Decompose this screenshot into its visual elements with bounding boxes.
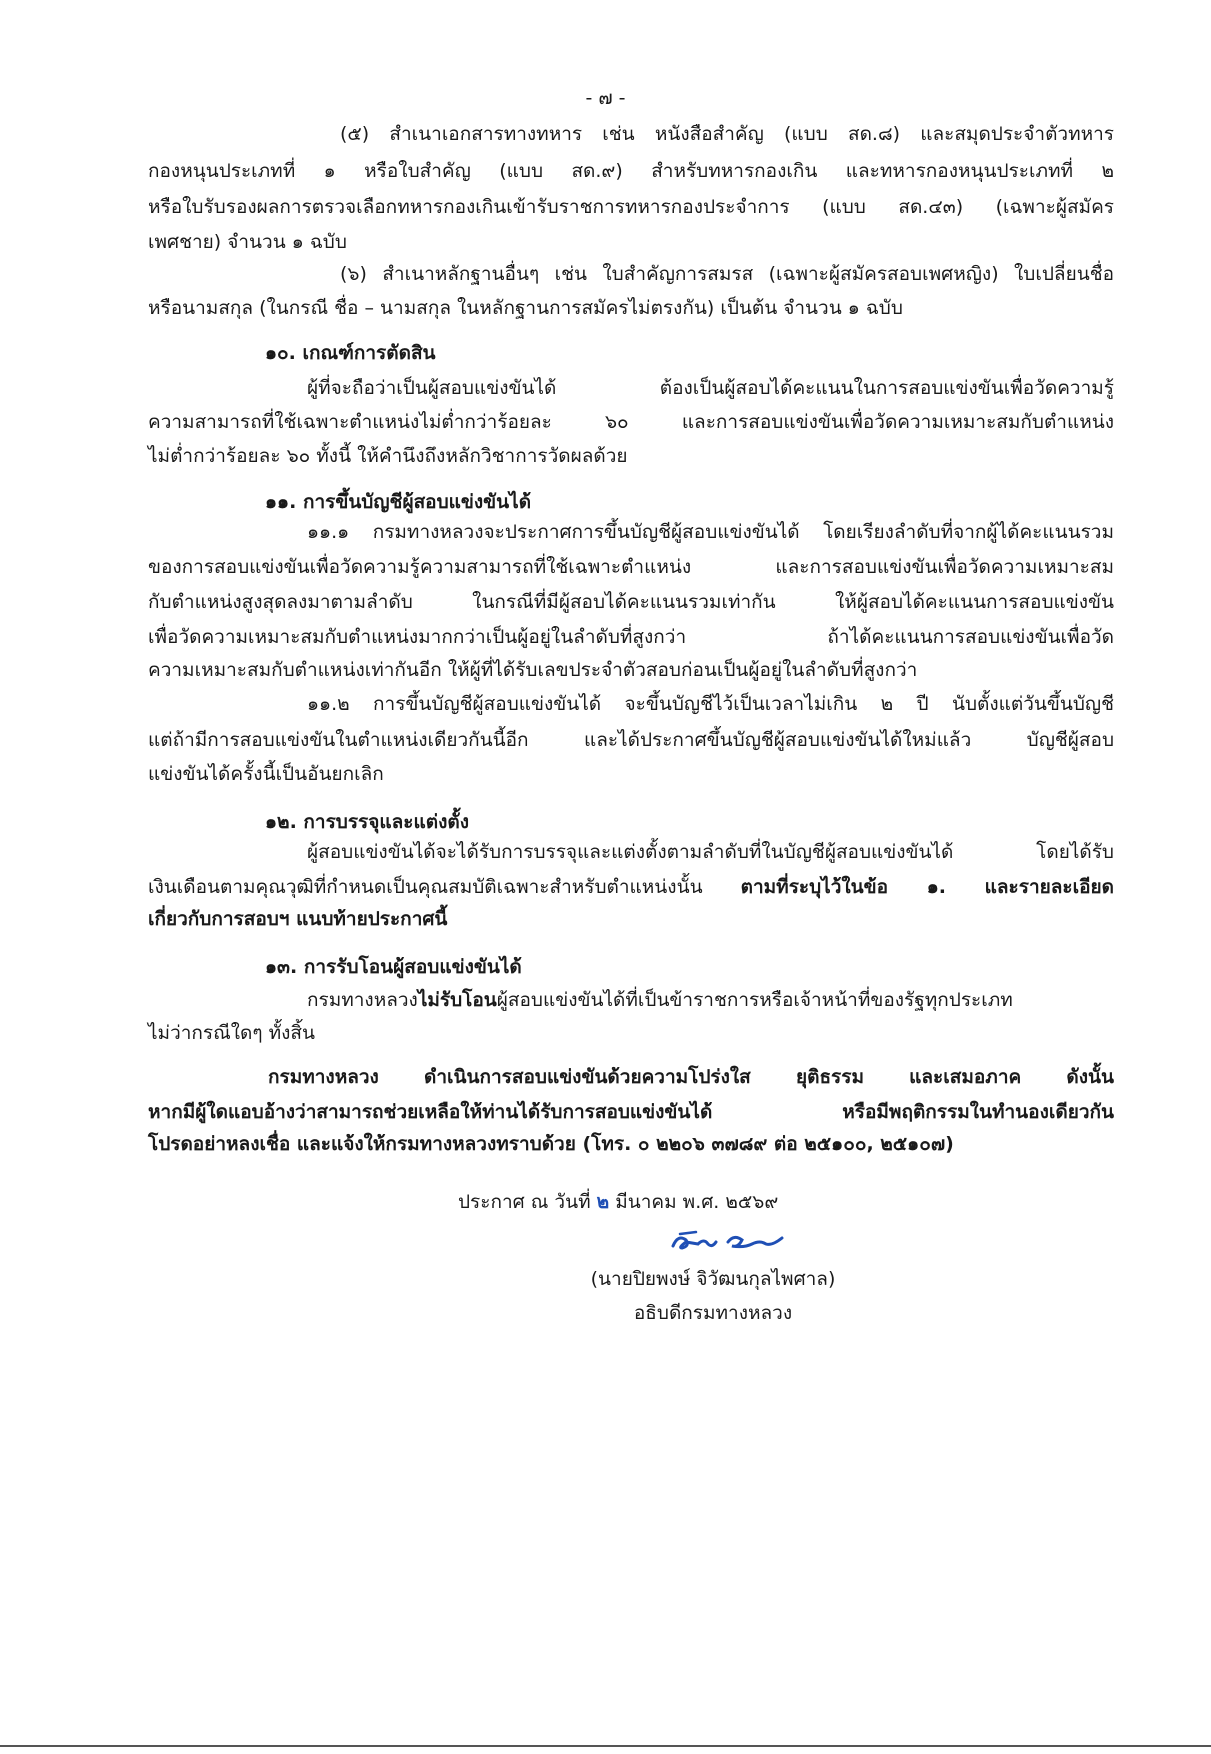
text-line: ความเหมาะสมกับตำแหน่งเท่ากันอีก ให้ผู้ที่ได้รับเลขประจำตัวสอบก่อนเป็นผู้อยู่ในลำดับที่สูงกว่า [148,659,918,681]
announce-day: ๒ [596,1191,610,1213]
text-line [307,987,1114,1013]
announcement-date [458,1189,958,1215]
text-line: กรมทางหลวง ดำเนินการสอบแข่งขันด้วยความโปร่งใส ยุติธรรม และเสมอภาค ดังนั้น [268,1066,1114,1088]
text-line: ผู้สอบแข่งขันได้จะได้รับการบรรจุและแต่งตั้งตามลำดับที่ในบัญชีผู้สอบแข่งขันได้ โดยได้รับ [307,841,1114,863]
section-heading: ๑๒. การบรรจุและแต่งตั้ง [265,811,469,833]
text-line: ความสามารถที่ใช้เฉพาะตำแหน่งไม่ต่ำกว่าร้อยละ ๖๐ และการสอบแข่งขันเพื่อวัดความเหมาะสมกับตำแหน่ง [148,411,1114,433]
text-line: กับตำแหน่งสูงสุดลงมาตามลำดับ ในกรณีที่มีผู้สอบได้คะแนนรวมเท่ากัน ให้ผู้สอบได้คะแนนการสอบแข่งขัน [148,591,1114,613]
text-line: หากมีผู้ใดแอบอ้างว่าสามารถช่วยเหลือให้ท่านได้รับการสอบแข่งขันได้ หรือมีพฤติกรรมในทำนองเดียวกัน [148,1101,1114,1123]
text-line: โปรดอย่าหลงเชื่อ และแจ้งให้กรมทางหลวงทราบด้วย (โทร. ๐ ๒๒๐๖ ๓๗๘๙ ต่อ ๒๕๑๐๐, ๒๕๑๐๗) [148,1133,954,1155]
text-bold: ไม่รับโอน [417,989,497,1011]
text-line: เกี่ยวกับการสอบฯ แนบท้ายประกาศนี้ [148,908,448,930]
text-line: แต่ถ้ามีการสอบแข่งขันในตำแหน่งเดียวกันนี้อีก และได้ประกาศขึ้นบัญชีผู้สอบแข่งขันได้ใหม่แล้ว บัญชีผู้สอบ [148,729,1114,751]
text-line: เพศชาย) จำนวน ๑ ฉบับ [148,231,347,253]
text-line: ผู้ที่จะถือว่าเป็นผู้สอบแข่งขันได้ ต้องเป็นผู้สอบได้คะแนนในการสอบแข่งขันเพื่อวัดความรู้ [307,377,1114,399]
text-line [148,874,1114,900]
text-line: ไม่ต่ำกว่าร้อยละ ๖๐ ทั้งนี้ ให้คำนึงถึงหลักวิชาการวัดผลด้วย [148,445,628,467]
text-line: (๕) สำเนาเอกสารทางทหาร เช่น หนังสือสำคัญ (แบบ สด.๘) และสมุดประจำตัวทหาร [340,123,1114,145]
text-line: ๑๑.๑ กรมทางหลวงจะประกาศการขึ้นบัญชีผู้สอบแข่งขันได้ โดยเรียงลำดับที่จากผู้ได้คะแนนรวม [307,521,1114,543]
text-bold: ตามที่ระบุไว้ในข้อ ๑. และรายละเอียด [740,876,1114,898]
text-line: หรือนามสกุล (ในกรณี ชื่อ – นามสกุล ในหลักฐานการสมัครไม่ตรงกัน) เป็นต้น จำนวน ๑ ฉบับ [148,297,903,319]
text-line: ไม่ว่ากรณีใดๆ ทั้งสิ้น [148,1022,316,1044]
section-heading: ๑๐. เกณฑ์การตัดสิน [265,342,436,364]
text-normal: เงินเดือนตามคุณวุฒิที่กำหนดเป็นคุณสมบัติเฉพาะสำหรับตำแหน่งนั้น [148,876,741,898]
section-heading: ๑๑. การขึ้นบัญชีผู้สอบแข่งขันได้ [265,491,532,513]
signature [668,1226,788,1256]
text-line: กองหนุนประเภทที่ ๑ หรือใบสำคัญ (แบบ สด.๙) สำหรับทหารกองเกิน และทหารกองหนุนประเภทที่ ๒ [148,160,1114,182]
announce-prefix: ประกาศ ณ วันที่ [458,1191,591,1213]
page-bottom-edge [0,1745,1211,1747]
text-normal: ผู้สอบแข่งขันได้ที่เป็นข้าราชการหรือเจ้าหน้าที่ของรัฐทุกประเภท [496,989,1013,1011]
text-line: (๖) สำเนาหลักฐานอื่นๆ เช่น ใบสำคัญการสมรส (เฉพาะผู้สมัครสอบเพศหญิง) ใบเปลี่ยนชื่อ [340,263,1114,285]
signer-position: อธิบดีกรมทางหลวง [633,1302,793,1324]
text-normal: กรมทางหลวง [307,989,418,1011]
section-heading: ๑๓. การรับโอนผู้สอบแข่งขันได้ [265,956,522,978]
signer-name: (นายปิยพงษ์ จิวัฒนกุลไพศาล) [590,1268,836,1290]
text-line: แข่งขันได้ครั้งนี้เป็นอันยกเลิก [148,763,384,785]
text-line: ของการสอบแข่งขันเพื่อวัดความรู้ความสามารถที่ใช้เฉพาะตำแหน่ง และการสอบแข่งขันเพื่อวัดความเหมาะสม [148,556,1114,578]
announce-suffix: มีนาคม พ.ศ. ๒๕๖๙ [615,1191,779,1213]
page-number: - ๗ - [585,87,626,109]
text-line: หรือใบรับรองผลการตรวจเลือกทหารกองเกินเข้ารับราชการทหารกองประจำการ (แบบ สด.๔๓) (เฉพาะผู้สมัคร [148,196,1114,218]
text-line: ๑๑.๒ การขึ้นบัญชีผู้สอบแข่งขันได้ จะขึ้นบัญชีไว้เป็นเวลาไม่เกิน ๒ ปี นับตั้งแต่วันขึ้นบัญชี [307,693,1114,715]
text-line: เพื่อวัดความเหมาะสมกับตำแหน่งมากกว่าเป็นผู้อยู่ในลำดับที่สูงกว่า ถ้าได้คะแนนการสอบแข่งขันเพื่อวัด [148,626,1114,648]
